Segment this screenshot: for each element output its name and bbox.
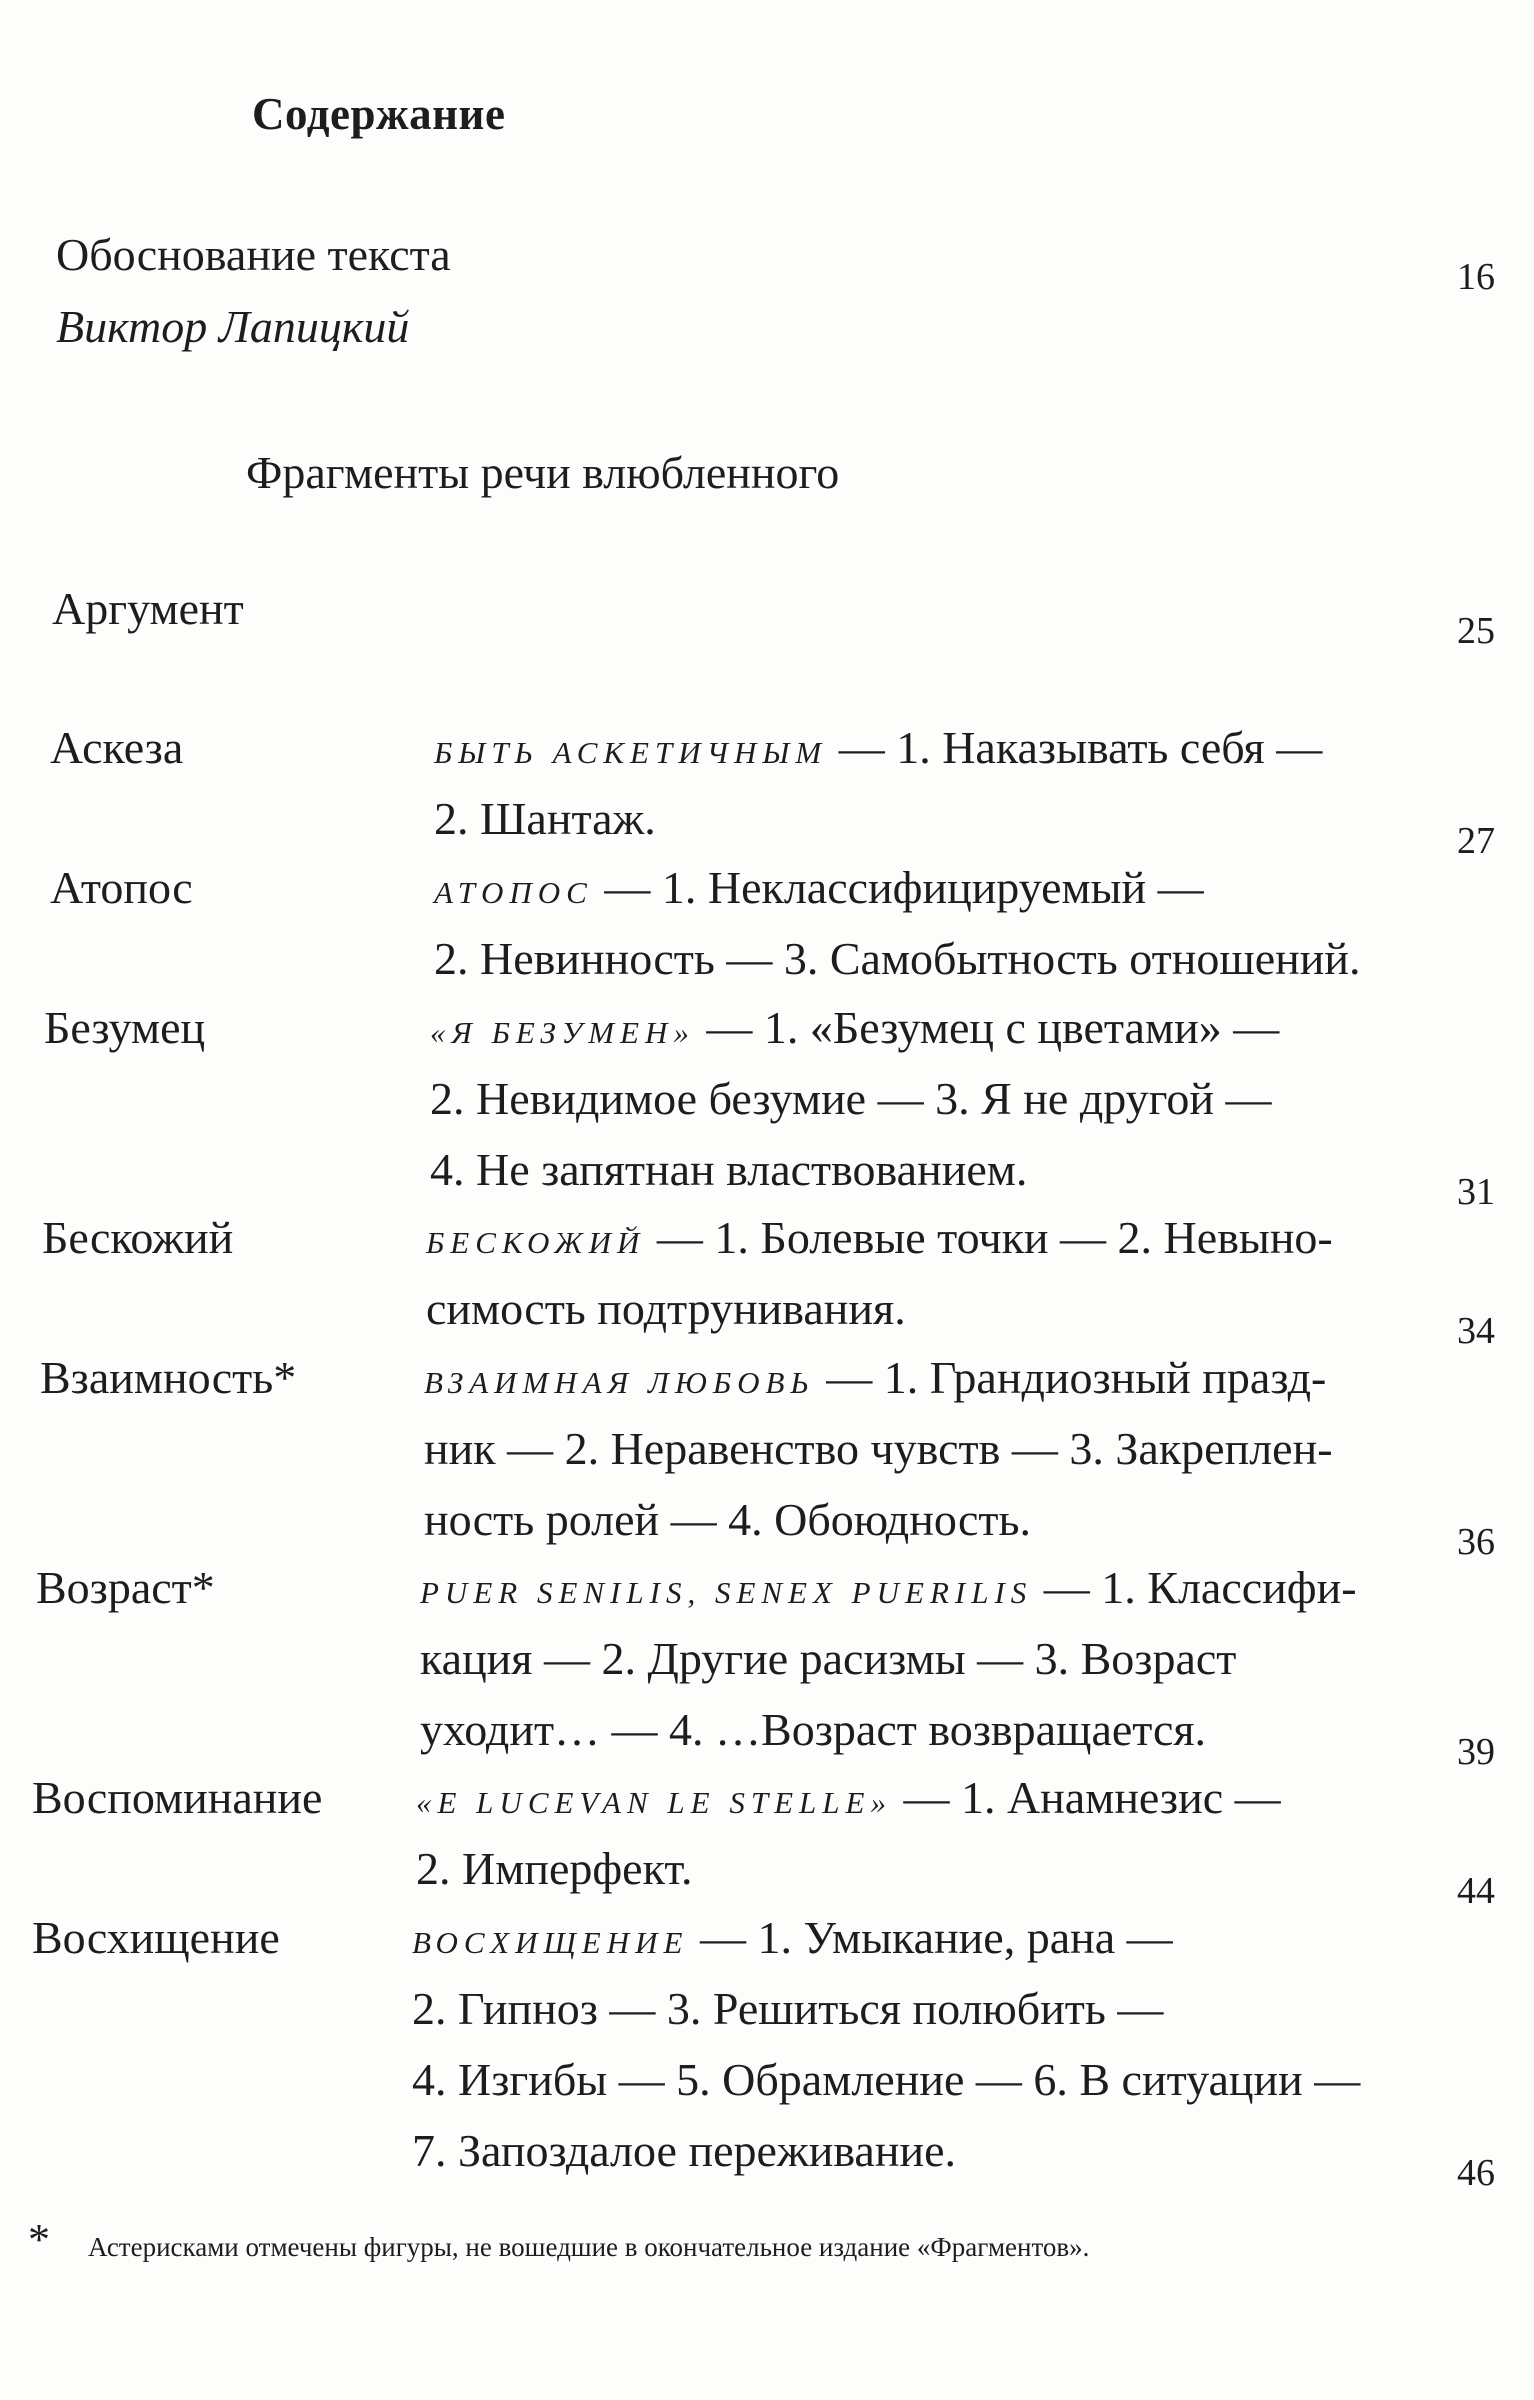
toc-entry-description-line (420, 1562, 1357, 1613)
toc-entry-text: — 1. «Безумец с цветами» — (694, 1002, 1280, 1053)
intro-page-number: 16 (1457, 256, 1495, 298)
toc-entry-page-number: 39 (1457, 1731, 1495, 1773)
toc-entry-text: — 1. Неклассифицируемый — (592, 862, 1204, 913)
toc-entry-text: 2. Имперфект. (416, 1843, 693, 1894)
toc-entry-name: Воспоминание (32, 1772, 323, 1823)
toc-entry-text: 2. Шантаж. (434, 793, 656, 844)
toc-entry-text: 7. Запоздалое переживание. (412, 2125, 957, 2176)
toc-entry-description-line (424, 1423, 1333, 1474)
toc-entry-name: Взаимность* (40, 1352, 297, 1403)
toc-entry-description-line (412, 1912, 1173, 1963)
toc-entry-description-line (416, 1772, 1281, 1823)
toc-entry-name: Аскеза (50, 722, 184, 773)
toc-entry-description-line (416, 1843, 693, 1894)
toc-entry-description-line (430, 1144, 1028, 1195)
argument-page-number: 25 (1457, 610, 1495, 652)
toc-entry-description-line (412, 2125, 957, 2176)
toc-entry-name: Бескожий (42, 1212, 234, 1263)
toc-entry-page-number: 27 (1457, 820, 1495, 862)
toc-entry-page-number: 36 (1457, 1521, 1495, 1563)
toc-entry-text: — 1. Анамнезис — (891, 1772, 1281, 1823)
toc-entry-description-line (420, 1633, 1237, 1684)
toc-entry-description-line (430, 1002, 1280, 1053)
toc-entry-keyword: PUER SENILIS, SENEX PUERILIS (420, 1575, 1033, 1610)
toc-entry-text: — 1. Грандиозный празд- (814, 1352, 1327, 1403)
toc-entry-keyword: ВОСХИЩЕНИЕ (412, 1925, 689, 1960)
toc-entry-keyword: «E LUCEVAN LE STELLE» (416, 1785, 892, 1820)
toc-entry-description-line (420, 1704, 1207, 1755)
toc-entry-text: 2. Гипноз — 3. Решиться полюбить — (412, 1983, 1164, 2034)
toc-entry-text: — 1. Классифи- (1032, 1562, 1357, 1613)
page-title: Содержание (252, 89, 506, 139)
section-title: Фрагменты речи влюбленного (246, 447, 840, 498)
toc-entry-keyword: ВЗАИМНАЯ ЛЮБОВЬ (424, 1365, 815, 1400)
toc-entry-description-line (434, 933, 1361, 984)
toc-entry-description-line (434, 722, 1323, 773)
toc-entry-page-number: 31 (1457, 1171, 1495, 1213)
toc-entry-description-line (412, 2054, 1361, 2105)
argument-title: Аргумент (52, 583, 244, 634)
toc-entry-description-line (434, 793, 656, 844)
toc-entry-description-line (426, 1283, 906, 1334)
toc-entry-name: Восхищение (32, 1912, 280, 1963)
toc-entry-description-line (412, 1983, 1164, 2034)
toc-entry-description-line (424, 1352, 1327, 1403)
toc-entry-description-line (430, 1073, 1272, 1124)
toc-entry-text: кация — 2. Другие расизмы — 3. Возраст (420, 1633, 1237, 1684)
toc-entry-text: — 1. Наказывать себя — (827, 722, 1323, 773)
toc-entry-page-number: 46 (1457, 2152, 1495, 2194)
toc-entry-text: 2. Невидимое безумие — 3. Я не другой — (430, 1073, 1272, 1124)
intro-author: Виктор Лапицкий (56, 301, 410, 352)
toc-entry-text: уходит… — 4. …Возраст возвращается. (420, 1704, 1207, 1755)
footnote-text: Астерисками отмечены фигуры, не вошедшие в окончательное издание «Фрагментов». (88, 2232, 1090, 2262)
toc-entry-text: 4. Не запятнан властвованием. (430, 1144, 1028, 1195)
toc-entry-description-line (434, 862, 1204, 913)
toc-entry-name: Безумец (44, 1002, 206, 1053)
toc-entry-text: ник — 2. Неравенство чувств — 3. Закреплен- (424, 1423, 1333, 1474)
toc-entry-keyword: БЫТЬ АСКЕТИЧНЫМ (434, 735, 828, 770)
intro-title: Обоснование текста (56, 229, 451, 280)
toc-entry-text: симость подтрунивания. (426, 1283, 906, 1334)
toc-entry-keyword: АТОПОС (434, 875, 593, 910)
toc-entry-name: Возраст* (36, 1562, 215, 1613)
toc-entry-keyword: БЕСКОЖИЙ (426, 1225, 646, 1260)
toc-entry-text: 4. Изгибы — 5. Обрамление — 6. В ситуации — (412, 2054, 1361, 2105)
toc-entry-page-number: 34 (1457, 1310, 1495, 1352)
footnote-asterisk: * (28, 2215, 50, 2264)
toc-entry-name: Атопос (50, 862, 193, 913)
toc-entry-text: — 1. Умыкание, рана — (688, 1912, 1173, 1963)
toc-entry-description-line (424, 1494, 1031, 1545)
toc-entry-description-line (426, 1212, 1333, 1263)
toc-entry-page-number: 44 (1457, 1870, 1495, 1912)
toc-entry-keyword: «Я БЕЗУМЕН» (430, 1015, 695, 1050)
toc-entry-text: 2. Невинность — 3. Самобытность отношений. (434, 933, 1361, 984)
toc-entry-text: ность ролей — 4. Обоюдность. (424, 1494, 1031, 1545)
toc-entry-text: — 1. Болевые точки — 2. Невыно- (645, 1212, 1333, 1263)
